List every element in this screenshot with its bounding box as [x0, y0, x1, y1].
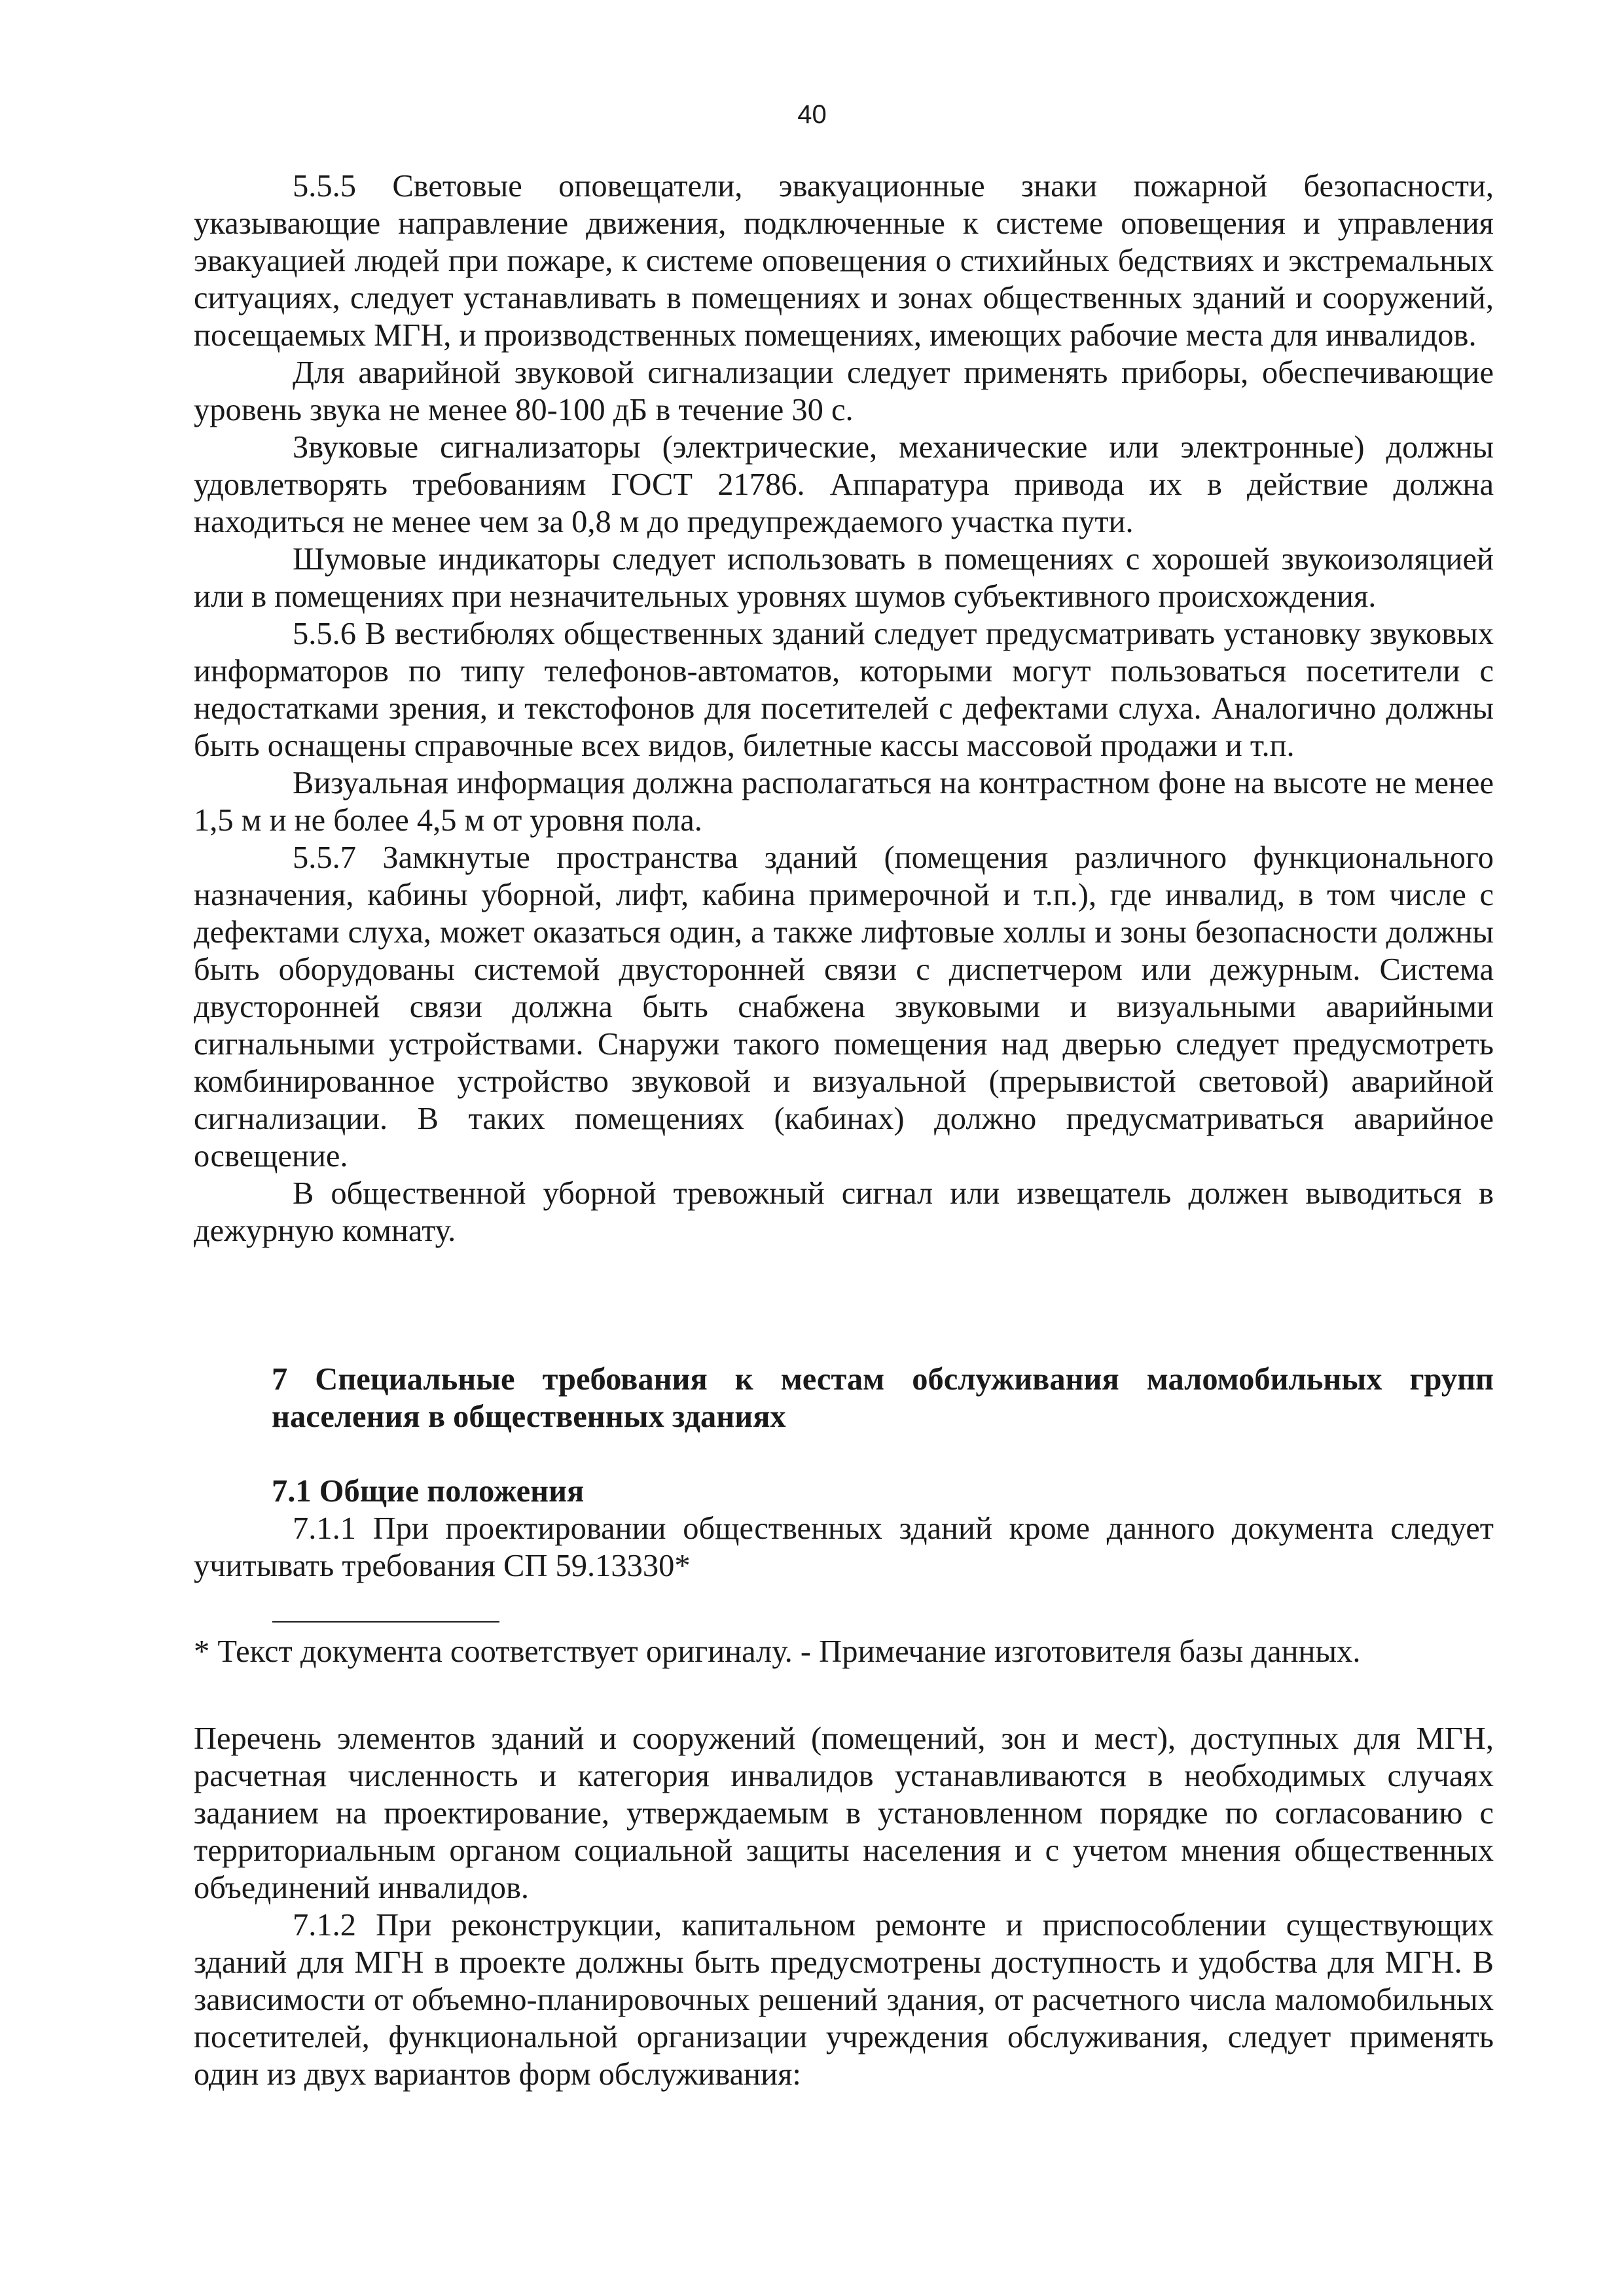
- footnote-separator: [272, 1621, 499, 1623]
- paragraph-sound-signalers: Звуковые сигнализаторы (электрические, механические или электронные) должны удовлетворять требованиям ГОСТ 21786. Аппаратура привода их в действие должна находиться не менее чем за 0,8 м до предупреждаемого участка пути.: [194, 430, 1494, 539]
- paragraph-7-1-1: 7.1.1 При проектировании общественных зданий кроме данного документа следует учитывать требования СП 59.13330*: [194, 1511, 1494, 1583]
- footnote: * Текст документа соответствует оригиналу. - Примечание изготовителя базы данных.: [194, 1634, 1361, 1669]
- paragraph-noise-indicators: Шумовые индикаторы следует использовать в помещениях с хорошей звукоизоляцией или в помещениях при незначительных уровнях шумов субъективного происхождения.: [194, 542, 1494, 614]
- paragraph-5-5-6: 5.5.6 В вестибюлях общественных зданий следует предусматривать установку звуковых информаторов по типу телефонов-автоматов, которыми могут пользоваться посетители с недостатками зрения, и текстофонов для посетителей с дефектами слуха. Аналогично должны быть оснащены справочные всех видов, билетные кассы массовой продажи и т.п.: [194, 617, 1494, 763]
- section-heading: 7 Специальные требования к местам обслуживания маломобильных групп населения в общественных зданиях: [272, 1362, 1494, 1434]
- paragraph-7-1-1-continued: Перечень элементов зданий и сооружений (помещений, зон и мест), доступных для МГН, расчетная численность и категория инвалидов устанавливаются в необходимых случаях заданием на проектирование, утверждаемым в установленном порядке по согласованию с территориальным органом социальной защиты населения и с учетом мнения общественных объединений инвалидов.: [194, 1721, 1494, 1905]
- page-number: 40: [797, 100, 827, 129]
- paragraph-visual-information: Визуальная информация должна располагаться на контрастном фоне на высоте не менее 1,5 м и не более 4,5 м от уровня пола.: [194, 766, 1494, 838]
- paragraph-5-5-7: 5.5.7 Замкнутые пространства зданий (помещения различного функционального назначения, кабины уборной, лифт, кабина примерочной и т.п.), где инвалид, в том числе с дефектами слуха, может оказаться один, а также лифтовые холлы и зоны безопасности должны быть оборудованы системой двусторонней связи с диспетчером или дежурным. Система двусторонней связи должна быть снабжена звуковыми и визуальными аварийными сигнальными устройствами. Снаружи такого помещения над дверью следует предусмотреть комбинированное устройство звуковой и визуальной (прерывистой световой) аварийной сигнализации. В таких помещениях (кабинах) должно предусматриваться аварийное освещение.: [194, 840, 1494, 1174]
- document-body: [194, 168, 1494, 2093]
- paragraph-7-1-2: 7.1.2 При реконструкции, капитальном ремонте и приспособлении существующих зданий для МГН в проекте должны быть предусмотрены доступность и удобства для МГН. В зависимости от объемно-планировочных решений здания, от расчетного числа маломобильных посетителей, функциональной организации учреждения обслуживания, следует применять один из двух вариантов форм обслуживания:: [194, 1908, 1494, 2092]
- paragraph-alarm-sound-level: Для аварийной звуковой сигнализации следует применять приборы, обеспечивающие уровень звука не менее 80-100 дБ в течение 30 с.: [194, 355, 1494, 427]
- paragraph-5-5-5: 5.5.5 Световые оповещатели, эвакуационные знаки пожарной безопасности, указывающие направление движения, подключенные к системе оповещения и управления эвакуацией людей при пожаре, к системе оповещения о стихийных бедствиях и экстремальных ситуациях, следует устанавливать в помещениях и зонах общественных зданий и сооружений, посещаемых МГН, и производственных помещениях, имеющих рабочие места для инвалидов.: [194, 169, 1494, 353]
- subsection-heading: 7.1 Общие положения: [272, 1474, 585, 1509]
- paragraph-public-restroom-alarm: В общественной уборной тревожный сигнал или извещатель должен выводиться в дежурную комнату.: [194, 1176, 1494, 1248]
